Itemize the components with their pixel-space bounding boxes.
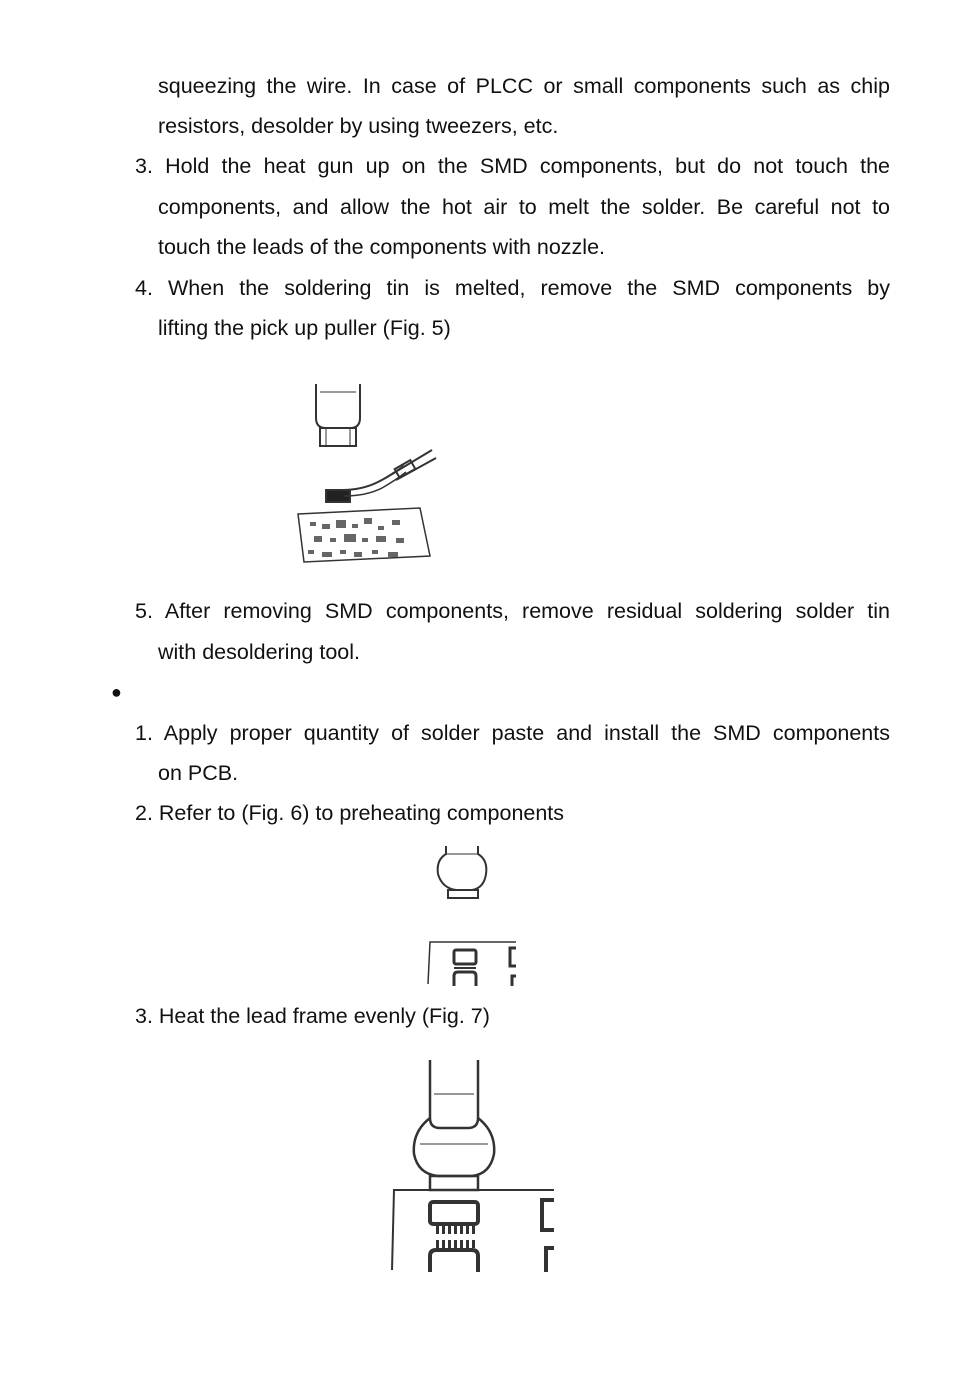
install-step1-line2: on PCB. (158, 761, 239, 785)
step4-line1: 4. When the soldering tin is melted, remove the SMD components by (135, 276, 890, 300)
figure-7-heating-lead-frame (386, 1058, 558, 1278)
figure-6-preheating (424, 842, 524, 990)
step3-line2: components, and allow the hot air to melt the solder. Be careful not to (158, 195, 890, 219)
install-step1-line1: 1. Apply proper quantity of solder paste and install the SMD components (135, 721, 890, 745)
step5-line1: 5. After removing SMD components, remove residual soldering solder tin (135, 599, 890, 623)
step2-continued-line2: resistors, desolder by using tweezers, etc. (158, 114, 559, 138)
step3-line1: 3. Hold the heat gun up on the SMD components, but do not touch the (135, 154, 890, 178)
install-step2: 2. Refer to (Fig. 6) to preheating components (135, 801, 565, 825)
step2-continued-line1: squeezing the wire. In case of PLCC or small components such as chip (158, 74, 890, 98)
step5-line2: with desoldering tool. (158, 640, 360, 664)
section-bullet: ● (111, 682, 122, 702)
figure-5-pickup-puller (292, 378, 444, 568)
install-step3: 3. Heat the lead frame evenly (Fig. 7) (135, 1004, 490, 1028)
step3-line3: touch the leads of the components with nozzle. (158, 235, 605, 259)
step4-line2: lifting the pick up puller (Fig. 5) (158, 316, 451, 340)
